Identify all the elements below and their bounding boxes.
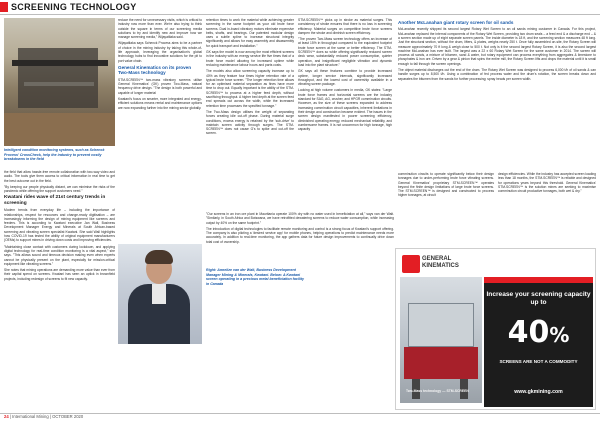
photo-ore-pile-shape [4, 113, 115, 146]
body-paragraph: "The proven Two-Mass screen technology offers an increase of at least 15% in throughput compared to the equivalent footprint brute force screen at the same or better efficiency. The STM-SCREEN™ does so while offering significantly reduced screen deck wear, substantially reduced power consumption, quieter operation, and insignificant negligible vibration and dynamic load into the plant structure." [298, 37, 392, 67]
screen-machine-photo [400, 277, 482, 403]
mine-site-photo [4, 18, 115, 146]
gk-logo-icon [402, 255, 420, 273]
footer-divider [0, 413, 600, 414]
ad-tagline: SCREENS ARE NOT A COMMODITY [499, 359, 578, 364]
ad-accent-bar [484, 277, 593, 283]
page-number: 24 [4, 414, 9, 419]
body-paragraph: The object material discharges out the end of the drum. The Rotary Wet Screen was designed to process 6,000 t/h of oil sands & can handle surges up to 8,500 t/h. Using a combination of fed process water and the drum's rotation, the screen breaks down and separates the bitumen from the sands for further processing; spray heads per screen width. [398, 68, 596, 81]
ad-percent: % [549, 323, 570, 347]
body-paragraph: STM-SCREEN™ two-mass vibratory screens utilise General Kinematics' (GK) proven Two-Mass, natural frequency drive design. "The design is both powerful and capable of longer material [118, 77, 202, 95]
machine-base-shape [404, 347, 478, 379]
column-2 [118, 18, 202, 240]
portrait-hair-shape [145, 250, 173, 264]
header-red-tag [0, 2, 8, 12]
header-divider [0, 14, 600, 15]
column-6-right [498, 172, 596, 244]
body-paragraph: McLanahan recently shipped its second largest Rotary Wet Screen to an oil sands mining customer in Canada. For this project, McLanahan replaced the internal components of the Rotary Wet Screen, providing two drum seals – a feed end & a discharge end – & a screen section made up of eight separate screen panels. The inside diameter is 18 ft, and the screening section measures 48 ft long. Just the structural section, without the drum, lifters, & plates, weighs nearly 250 t. Once fully assembled on-site, the Rotary Screen will measure approximately 70 ft long & weigh close to 500 t. Not only is it the second largest Rotary Screen, it is also the second largest machine McLanahan has ever built. The largest was a 22 x 60 Rotary Wet Screen for the same customer in 2014. The screen will process oil sands, a mixture of bitumen, sand & water, but rotary equipment can process everything from aggregates & limestone to phosphates & iron ore. Driven by a gear & pinion that spins the entire mill, the Rotary Screen lifts and drops the material until it is small enough to fall through the screen openings. [398, 27, 596, 66]
body-paragraph: GK says the model is now among the most efficient screens in the industry with an energy service life five times that of a brute force model allowing for increased uptime while reducing maintenance labour hours and parts costs. [206, 50, 294, 67]
body-paragraph: STM-SCREEN™ picks up in stroke as material surges. This consistency of stroke ensures that there is no loss in screening efficiency. Material surges on competitive brute force screens dampen the stroke and diminish screen efficiency. [298, 18, 392, 35]
body-paragraph: comminution circuits to operate significantly below their design tonnages due to under-performing brute force vibrating screens. General Kinematics' proprietary STM-SCREEN™ operates beyond the finite design limitations of large brute force screens. The STM-SCREEN™ is designed and constructed to process higher tonnages, at circuit [398, 172, 494, 198]
body-paragraph: The models also allow screening capacity increase up to 40% as they feature four times higher retention rate of a typical brute force screen. "The longer retention time allows for an optimised material separation as fines have more time to drop out. Equally important is the ability of the STM-SCREEN™ to process at a higher feed depth, without sacrificing throughput. A higher bed depth at the screen feed end spreads out across the width, while the increased retention time processes the specified tonnage." [206, 69, 294, 108]
body-paragraph: Modern trends from everyday life – including the importance of relationships, respect for resources and change-ready digitisation – are increasingly informing the design of mining equipment like screens and feeders. This is according to Kwatani executive Jan Wall, Business Development Manager Energy and Minerals at South African-based screening and vibrating screen specialist Kwatani. She said Wall highlights how COVID-19 has tested the ability of original equipment manufacturers (OEMs) to support mines in driving down costs and improving efficiencies. [4, 208, 115, 243]
subsection-heading: General Kinematics on its proven Two-Mass technology [118, 64, 192, 76]
photo-beam-shape [12, 60, 108, 66]
ad-headline: Increase your screening capacity up to [486, 291, 591, 306]
body-paragraph: Wijayatilaka says Schenck Process aims to be a partner of choice in the mining industry by taking this whole-of-life approach, leveraging the organisation's global technology hubs to find innovative solutions for the pit to port value chain. [118, 41, 202, 63]
body-paragraph: The Two-Mass design utilises the weight of separating forces creating idle cut-off phase. During material surge conditions, excess energy is retained by the 'sub-drive' to maintain screen activity through surges. The STM-SCREEN™ does not cause G's to spike and cut-off the screen. [206, 109, 294, 136]
ad-number: 40 [507, 315, 550, 350]
body-paragraph: the field that allow hassle-free remote collaboration with two-way video and audio. The tools give them access to critical information in real time to get the best outcome out in the field. [4, 170, 115, 183]
publication-info: International Mining | OCTOBER 2020 [12, 414, 84, 419]
page-footer: 24 | International Mining | OCTOBER 2020 [4, 414, 84, 419]
portrait-caption: Right: Annelize van der Walt, Business Development Manager Mining & Minerals, Kwatani. Below: A Kwatani screen operating in a precious metal beneficiation facility in Canada [206, 268, 305, 286]
portrait-photo [118, 244, 202, 344]
section-header [0, 0, 600, 14]
column-1 [4, 170, 115, 410]
body-paragraph: Looking at high volume customers in media, GK states: "Large brute force frames and horizontal screens are the industry standard for SAG, AG, crusher, and HPGR comminution circuits. However, as the size of these screens expanded to address increasing comminution circuit capacities, inherent limitations in their design and construction became evident. The issues in the screen design manifested in poorer screening efficiency, diminished operating energy, reduced mechanical reliability, and cumbersome frames. It is not uncommon for high tonnage, high capacity [298, 88, 392, 132]
body-paragraph: retention times to work the material while achieving greater screening in the same footprint as your old brute force screens. Dual in-board vibratory motors eliminate expensive belts, shafts, and bearings. Our patented modular design uses a subtle spline to increase structural integrity significantly and allows for easy assembly and disassembly for quick transport and installation." [206, 18, 294, 48]
news-heading: Another McLanahan giant rotary screen for oil sands [398, 20, 514, 25]
photo-caption: Intelligent condition monitoring systems, such as Schenck Process' CrossCheck, help the industry to prevent costly breakdowns in the field [4, 148, 105, 162]
column-6-left [398, 172, 494, 244]
body-paragraph: Kwatani's focus on smarter, more integrated and energy-efficient solutions means rental and maintenance options are now expanding further into the mining sector globally. [118, 96, 202, 110]
body-paragraph: She notes that mining operations are demanding more value than ever from their capital spend on screens. Kwatani has seen an uptick in brownfield projects, including redesign of screens to fit new capacity. [4, 268, 115, 281]
photo-beam-shape [24, 82, 94, 86]
column-3-lower [206, 212, 394, 264]
machine-body-shape [408, 303, 474, 347]
gk-advertisement[interactable] [395, 248, 596, 410]
article-headline: Kwatani rides wave of 21st century trends in screening [4, 195, 106, 206]
ad-promo-panel [484, 277, 593, 407]
column-4 [298, 18, 392, 208]
body-paragraph: GK says all these features combine to provide increased uptime, longer service intervals, significantly increased throughput, and the lowest cost of ownership available in a vibrating screen package. [298, 69, 392, 87]
body-paragraph: reduce the need for unnecessary visits, which is critical to industry now more than ever. We're also trying to think outside the square in terms of our screening media solutions to try and identify new and improve how we manage screening media," Wijayatilaka said. [118, 18, 202, 40]
section-title: SCREENING TECHNOLOGY [11, 2, 137, 12]
mclanahan-news-box [398, 18, 596, 168]
photo-structure-shape [18, 48, 98, 108]
gk-brand-name: GENERAL KINEMATICS [422, 256, 459, 269]
body-paragraph: "By keeping our people physically distant, we can minimise the risks of the pandemic while offering the support customers need." [4, 184, 115, 194]
gk-logo [402, 255, 472, 273]
body-paragraph: The introduction of digital technologies to facilitate remote monitoring and control is a strong focus of Kwatani's support offering. The company is also piloting a 'desired service app' for mobile phones, helping operations to predict maintenance needs more accurately. In addition to real-time monitoring, the app gathers data for future design improvements to continually drive down total cost of ownership. [206, 226, 394, 244]
body-paragraph: "Maintaining close contact with customers during lockdown, and applying digital technology for real-time condition monitoring is a vital aspect," she says. "This allows sound and timeous decision making even when experts cannot be physically present on the plant, especially for mission-critical equipment like vibrating screens." [4, 244, 115, 266]
portrait-collar-shape [152, 284, 166, 304]
column-3 [206, 18, 294, 208]
body-paragraph: "Our screens in an iron ore plant in Mauritania operate 100% dry with no water used in beneficiation at all," says van der Walt. "Similarly, in South Africa and Botswana, we have retrofitted dewatering screens to reduce water consumption, while increasing output by 40% on the same footprint." [206, 212, 394, 225]
ad-big-number [484, 317, 593, 351]
body-paragraph: design efficiencies. While the industry has accepted screen loading less than 18 months, the STM-SCREEN™ is reliable and designed for operations years beyond this threshold. General Kinematics' STM-SCREEN™ is the solution mines are seeking to maximise comminution circuit productive tonnages, both wet & dry." [498, 172, 596, 194]
ad-url-link[interactable]: www.gkmining.com [514, 389, 563, 395]
machine-label: Two-Mass technology — STM-SCREEN [406, 389, 469, 393]
